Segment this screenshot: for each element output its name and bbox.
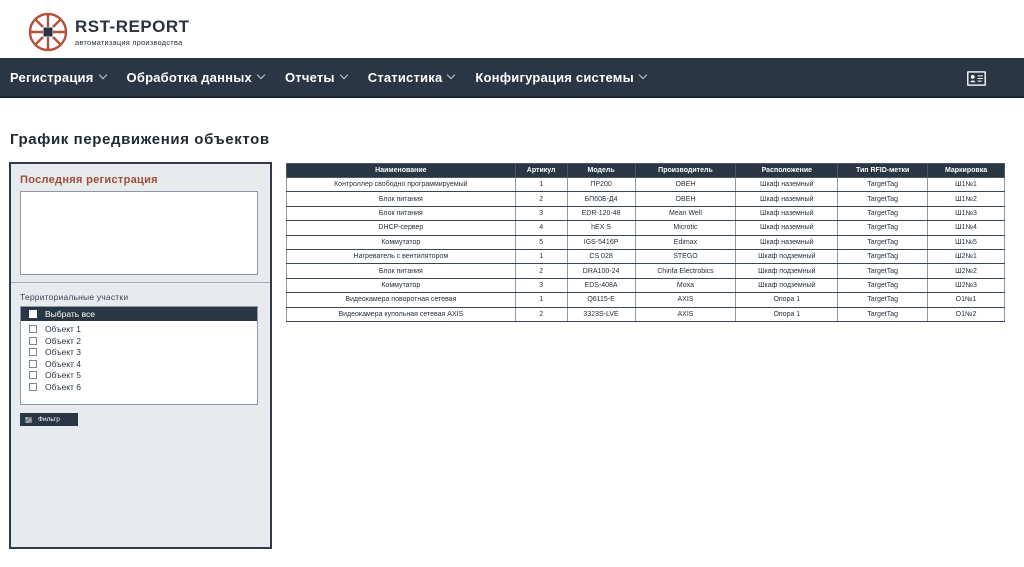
cell: 2: [515, 307, 567, 321]
column-header[interactable]: Маркировка: [928, 164, 1005, 178]
cell: 3323S-LVE: [567, 307, 635, 321]
cell: Шкаф наземный: [736, 235, 838, 249]
object-label: Объект 3: [45, 347, 82, 357]
cell: Нагреватель с вентилятором: [287, 249, 516, 263]
nav-label: Статистика: [367, 69, 443, 85]
cell: Ш2№2: [928, 264, 1005, 278]
cell: 1: [515, 293, 567, 307]
nav-item-statistics[interactable]: [368, 57, 455, 97]
cell: ОВЕН: [635, 192, 736, 206]
cell: Коммутатор: [287, 278, 516, 292]
chevron-down-icon: [447, 71, 455, 79]
equipment-table: [286, 163, 1005, 322]
brand-subtitle: автоматизация производства: [75, 37, 183, 47]
nav-item-system-config[interactable]: [475, 57, 646, 97]
brand-title: RST-REPORT: [75, 16, 190, 36]
cell: Коммутатор: [287, 235, 516, 249]
checkbox-icon[interactable]: [29, 325, 37, 333]
divider: [11, 282, 270, 283]
cell: Шкаф наземный: [736, 178, 838, 192]
cell: 1: [515, 249, 567, 263]
cell: 3: [515, 206, 567, 220]
nav-label: Конфигурация системы: [475, 69, 634, 85]
cell: Ш2№1: [928, 249, 1005, 263]
table-row[interactable]: [287, 307, 1005, 321]
chevron-down-icon: [98, 71, 106, 79]
cell: CS 028: [567, 249, 635, 263]
cell: Шкаф подземный: [736, 249, 838, 263]
cell: ОВЕН: [635, 178, 736, 192]
column-header[interactable]: Модель: [567, 164, 635, 178]
cell: Ш2№3: [928, 278, 1005, 292]
cell: Контроллер свободно программируемый: [287, 178, 516, 192]
cell: EDS-408A: [567, 278, 635, 292]
cell: TargetTag: [838, 264, 928, 278]
cell: IGS-5416P: [567, 235, 635, 249]
cell: STEGO: [635, 249, 736, 263]
cell: TargetTag: [838, 307, 928, 321]
checkbox-icon[interactable]: [29, 310, 37, 318]
cell: 4: [515, 221, 567, 235]
cell: 1: [515, 178, 567, 192]
object-label: Объект 4: [45, 359, 82, 369]
cell: TargetTag: [838, 249, 928, 263]
cell: О1№1: [928, 293, 1005, 307]
object-label: Объект 5: [45, 370, 82, 380]
cell: Ш1№3: [928, 206, 1005, 220]
nav-label: Регистрация: [10, 69, 94, 85]
cell: AXIS: [635, 293, 736, 307]
cell: Ш1№1: [928, 178, 1005, 192]
last-registration-box: [20, 191, 258, 275]
cell: Шкаф наземный: [736, 221, 838, 235]
table-row[interactable]: [287, 249, 1005, 263]
select-all-checkbox[interactable]: [21, 307, 257, 321]
table-row[interactable]: [287, 178, 1005, 192]
cell: AXIS: [635, 307, 736, 321]
filter-panel: [9, 162, 272, 549]
checkbox-icon[interactable]: [29, 360, 37, 368]
territory-label: Территориальные участки: [20, 292, 129, 302]
cell: БП60Б-Д4: [567, 192, 635, 206]
chevron-down-icon: [639, 71, 647, 79]
nav-item-registration[interactable]: [10, 57, 106, 97]
cell: hEX S: [567, 221, 635, 235]
cell: Видеокамера купольная сетевая AXIS: [287, 307, 516, 321]
cell: Ш1№5: [928, 235, 1005, 249]
checkbox-icon[interactable]: [29, 371, 37, 379]
column-header[interactable]: Тип RFID-метки: [838, 164, 928, 178]
cell: TargetTag: [838, 192, 928, 206]
chevron-down-icon: [339, 71, 347, 79]
object-checkbox[interactable]: [29, 359, 81, 369]
main-navbar: [0, 58, 1024, 98]
territory-list: [20, 306, 258, 405]
cell: 2: [515, 264, 567, 278]
cell: О1№2: [928, 307, 1005, 321]
cell: Опора 1: [736, 293, 838, 307]
cell: TargetTag: [838, 278, 928, 292]
table-row[interactable]: [287, 293, 1005, 307]
object-checkbox[interactable]: [29, 336, 81, 346]
table-row[interactable]: [287, 235, 1005, 249]
cell: TargetTag: [838, 293, 928, 307]
object-label: Объект 1: [45, 324, 82, 334]
object-checkbox[interactable]: [29, 324, 81, 334]
cell: Mean Well: [635, 206, 736, 220]
last-registration-title: Последняя регистрация: [20, 174, 158, 186]
cell: Moxa: [635, 278, 736, 292]
object-label: Объект 6: [45, 382, 82, 392]
cell: Шкаф подземный: [736, 278, 838, 292]
cell: TargetTag: [838, 221, 928, 235]
table-header-row: [287, 164, 1005, 178]
logo-icon: [27, 11, 69, 53]
cell: TargetTag: [838, 178, 928, 192]
cell: Блок питания: [287, 264, 516, 278]
checkbox-icon[interactable]: [29, 348, 37, 356]
cell: Microtic: [635, 221, 736, 235]
nav-label: Отчеты: [284, 69, 335, 85]
cell: Ш1№4: [928, 221, 1005, 235]
nav-item-reports[interactable]: [285, 57, 347, 97]
cell: Блок питания: [287, 192, 516, 206]
cell: Шкаф подземный: [736, 264, 838, 278]
column-header[interactable]: Производитель: [635, 164, 736, 178]
checkbox-icon[interactable]: [29, 383, 37, 391]
nav-item-data-processing[interactable]: [127, 57, 264, 97]
page-title: График передвижения объектов: [10, 131, 270, 148]
logo[interactable]: [27, 11, 190, 53]
filter-label: Фильтр: [38, 416, 60, 423]
table-row[interactable]: [287, 221, 1005, 235]
cell: Шкаф наземный: [736, 192, 838, 206]
column-header[interactable]: Расположение: [736, 164, 838, 178]
object-checkbox[interactable]: [29, 347, 81, 357]
column-header[interactable]: Наименование: [287, 164, 516, 178]
cell: EDR-120-48: [567, 206, 635, 220]
cell: 3: [515, 278, 567, 292]
cell: Chinfa Electrobics: [635, 264, 736, 278]
cell: DRA100-24: [567, 264, 635, 278]
select-all-label: Выбрать все: [45, 309, 95, 319]
column-header[interactable]: Артикул: [515, 164, 567, 178]
object-label: Объект 2: [45, 336, 82, 346]
cell: TargetTag: [838, 206, 928, 220]
cell: Шкаф наземный: [736, 206, 838, 220]
chevron-down-icon: [257, 71, 265, 79]
cell: Q6115-E: [567, 293, 635, 307]
table-row[interactable]: [287, 278, 1005, 292]
id-card-icon[interactable]: [967, 71, 986, 86]
header: [0, 0, 1024, 58]
table-row[interactable]: [287, 206, 1005, 220]
cell: Видеокамера поворотная сетевая: [287, 293, 516, 307]
cell: 5: [515, 235, 567, 249]
cell: DHCP-сервер: [287, 221, 516, 235]
cell: ПР200: [567, 178, 635, 192]
cell: 2: [515, 192, 567, 206]
cell: Edimax: [635, 235, 736, 249]
nav-label: Обработка данных: [126, 69, 252, 85]
table-row[interactable]: [287, 192, 1005, 206]
table-row[interactable]: [287, 264, 1005, 278]
cell: Опора 1: [736, 307, 838, 321]
object-checkbox[interactable]: [29, 382, 81, 392]
filter-button[interactable]: [20, 413, 78, 426]
cell: Ш1№2: [928, 192, 1005, 206]
checkbox-icon[interactable]: [29, 337, 37, 345]
object-checkbox[interactable]: [29, 370, 81, 380]
cell: TargetTag: [838, 235, 928, 249]
cell: Блок питания: [287, 206, 516, 220]
sliders-icon: [25, 417, 32, 423]
